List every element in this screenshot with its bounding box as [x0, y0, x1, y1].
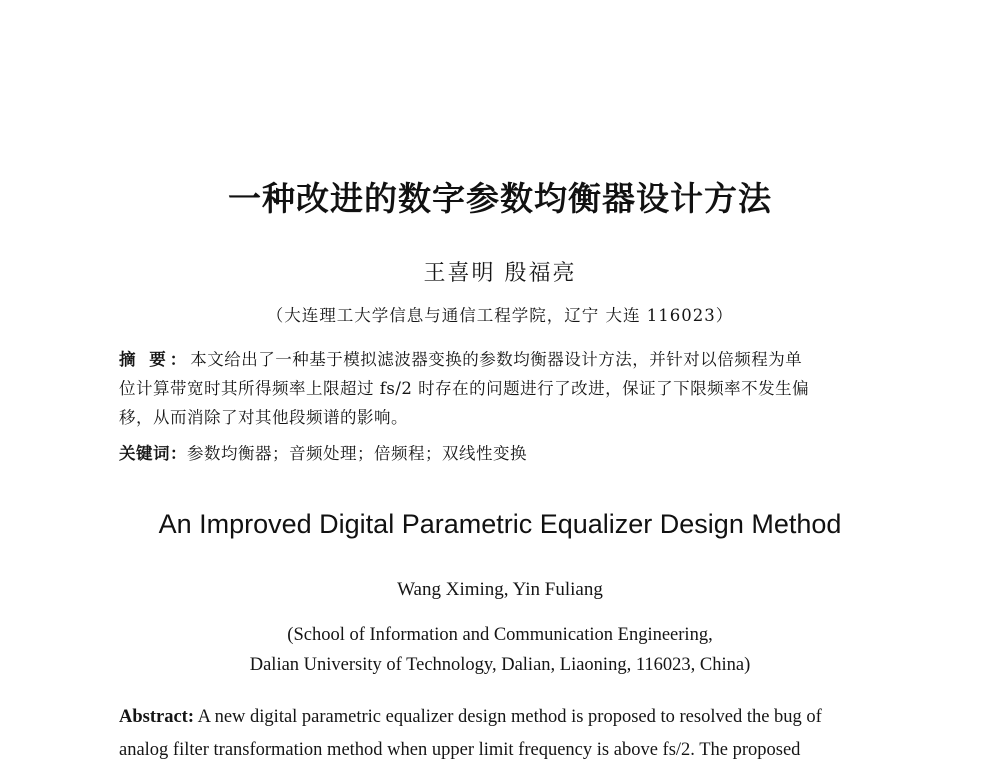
- abstract-english-line-2: analog filter transformation method when upper limit frequency is above fs/2. The proposed: [119, 740, 801, 760]
- abstract-chinese-label: 摘 要：: [119, 350, 191, 369]
- abstract-chinese-line-3: 移，从而消除了对其他段频谱的影响。: [119, 408, 408, 427]
- keywords-chinese: [119, 440, 527, 464]
- affiliation-english-line-2: Dalian University of Technology, Dalian, Liaoning, 116023, China): [249, 655, 751, 675]
- keywords-chinese-label: 关键词：: [119, 444, 187, 463]
- affiliation-chinese: （大连理工大学信息与通信工程学院，辽宁 大连 116023）: [266, 306, 734, 325]
- title-english: An Improved Digital Parametric Equalizer Design Method: [158, 509, 842, 539]
- abstract-chinese-text-1: 本文给出了一种基于模拟滤波器变换的参数均衡器设计方法，并针对以倍频程为单: [190, 350, 803, 369]
- affiliation-english-line-1: (School of Information and Communication Engineering,: [287, 625, 713, 645]
- abstract-chinese-line-2: 位计算带宽时其所得频率上限超过 fs/2 时存在的问题进行了改进，保证了下限频率不发生偏: [119, 379, 810, 398]
- keywords-chinese-text: 参数均衡器；音频处理；倍频程；双线性变换: [187, 444, 527, 463]
- abstract-chinese-line-1: [119, 345, 919, 374]
- authors-english: Wang Ximing, Yin Fuliang: [397, 579, 603, 600]
- abstract-english-line-1: [119, 701, 919, 734]
- abstract-english: [119, 701, 919, 767]
- abstract-english-text-1: A new digital parametric equalizer design method is proposed to resolved the bug of: [197, 707, 822, 727]
- abstract-english-label: Abstract:: [119, 707, 195, 727]
- abstract-chinese: [119, 345, 919, 432]
- title-chinese: 一种改进的数字参数均衡器设计方法: [228, 179, 772, 218]
- authors-chinese: 王喜明 殷福亮: [423, 261, 577, 286]
